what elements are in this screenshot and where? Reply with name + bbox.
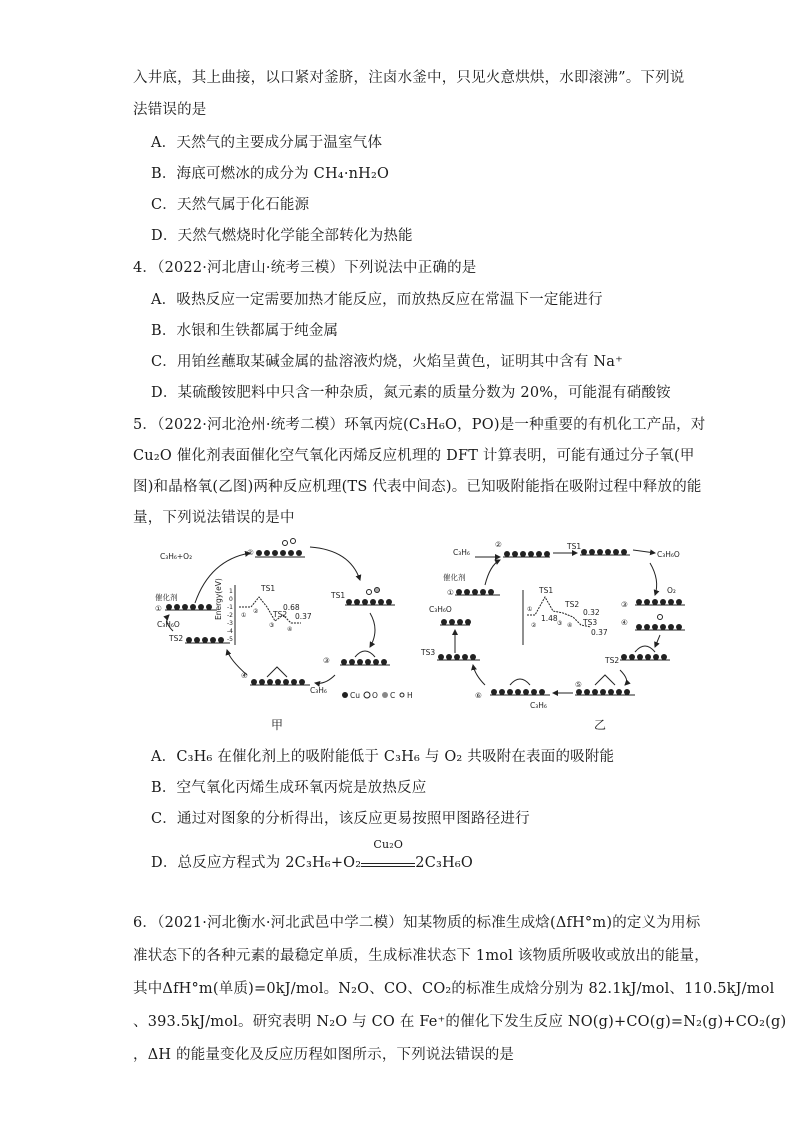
figure-left-caption: 甲 — [271, 718, 284, 732]
right-inset-value-2: 0.32 — [583, 608, 600, 617]
left-cycle — [155, 539, 413, 701]
q6-stem-line4: 、393.5kJ/mol。研究表明 N₂O 与 CO 在 Fe⁺的催化下发生反应 NO(g)+CO(g)=N₂(g)+CO₂(g) — [133, 1014, 787, 1030]
q5-stem-line2: Cu₂O 催化剂表面催化空气氧化丙烯反应机理的 DFT 计算表明，可能有通过分子氧(甲 — [133, 448, 695, 464]
q5-option-d — [151, 838, 473, 872]
left-tick-0: 1 — [229, 588, 233, 595]
catalyst-above-arrow: Cu₂O — [373, 838, 404, 851]
left-state-3: ③ — [323, 656, 330, 665]
right-inset-state-3: ③ — [557, 620, 563, 627]
q5-option-c: C．通过对图象的分析得出，该反应更易按照甲图路径进行 — [151, 811, 530, 827]
q5-option-d-prefix: D．总反应方程式为 2C₃H₆+O₂ — [151, 855, 362, 871]
left-ts2-label: TS2 — [169, 634, 184, 643]
left-product-label: C₃H₆O — [157, 620, 180, 629]
right-state-5: ⑤ — [575, 680, 582, 689]
right-ts1-label: TS1 — [567, 542, 582, 551]
legend-c: C — [390, 691, 396, 700]
right-c3h6-label: C₃H₆ — [530, 701, 547, 710]
reaction-mechanism-figure — [155, 535, 700, 735]
left-inset-ts1: TS1 — [261, 584, 276, 593]
left-inset-state-1: ① — [241, 612, 247, 619]
q3-option-c: C．天然气属于化石能源 — [151, 197, 310, 213]
right-product-label-top: C₃H₆O — [657, 550, 680, 559]
left-inset-value-1: 0.68 — [283, 603, 300, 612]
left-tick-1: 0 — [229, 596, 233, 603]
left-energy-axis-label: Energy(eV) — [214, 578, 223, 620]
right-state-4: ④ — [621, 618, 628, 627]
equation-arrow — [361, 838, 415, 867]
right-state-6: ⑥ — [475, 691, 482, 700]
right-inset-ts3: TS3 — [583, 618, 598, 627]
right-inset-value-1: 1.48 — [541, 614, 558, 623]
left-inset-state-4: ④ — [287, 626, 293, 633]
legend-cu: Cu — [350, 691, 360, 700]
right-state-2: ② — [495, 540, 502, 549]
left-state-4: ④ — [241, 671, 248, 680]
q3-stem-line2: 法错误的是 — [133, 102, 207, 118]
q4-stem: 4．（2022·河北唐山·统考三模）下列说法中正确的是 — [133, 260, 477, 276]
left-inset-state-2: ② — [253, 608, 259, 615]
q4-option-c: C．用铂丝蘸取某碱金属的盐溶液灼烧，火焰呈黄色，证明其中含有 Na⁺ — [151, 354, 623, 370]
left-tick-5: -4 — [227, 628, 233, 635]
left-reactants-label: C₃H₆+O₂ — [160, 552, 193, 561]
right-product-label-left: C₃H₆O — [429, 605, 452, 614]
q5-stem-line1: 5．（2022·河北沧州·统考二模）环氧丙烷(C₃H₆O，PO)是一种重要的有机化工产品，对 — [133, 417, 706, 433]
q5-option-a: A．C₃H₆ 在催化剂上的吸附能低于 C₃H₆ 与 O₂ 共吸附在表面的吸附能 — [151, 749, 615, 765]
left-tick-6: -5 — [227, 636, 233, 643]
right-reactant-label: C₃H₆ — [453, 548, 470, 557]
left-c3h6-label: C₃H₆ — [310, 686, 327, 695]
q3-option-a: A．天然气的主要成分属于温室气体 — [151, 135, 383, 151]
right-ts3-label: TS3 — [421, 648, 436, 657]
q4-option-a: A．吸热反应一定需要加热才能反应，而放热反应在常温下一定能进行 — [151, 292, 603, 308]
q4-option-b: B．水银和生铁都属于纯金属 — [151, 323, 339, 339]
q6-stem-line2: 准状态下的各种元素的最稳定单质，生成标准状态下 1mol 该物质所吸收或放出的能量， — [133, 948, 709, 964]
q6-stem-line5: ，ΔH 的能量变化及反应历程如图所示，下列说法错误的是 — [133, 1047, 515, 1063]
q5-option-d-product: 2C₃H₆O — [415, 855, 473, 871]
right-inset-state-4: ④ — [567, 622, 573, 629]
figure-right-caption: 乙 — [594, 718, 607, 732]
right-inset-ts1: TS1 — [539, 586, 554, 595]
left-catalyst-label: 催化剂 — [155, 593, 178, 602]
q6-stem-line1: 6．（2021·河北衡水·河北武邑中学二模）知某物质的标准生成焓(ΔfH°m)的定义为用标 — [133, 915, 701, 931]
q4-option-d: D．某硫酸铵肥料中只含一种杂质，氮元素的质量分数为 20%，可能混有硝酸铵 — [151, 385, 671, 401]
left-state-1: ① — [155, 604, 162, 613]
left-tick-4: -3 — [227, 620, 233, 627]
q3-stem-line1: 入井底，其上曲接，以口紧对釜脐，注卤水釜中，只见火意烘烘，水即滚沸”。下列说 — [133, 70, 685, 86]
left-inset-value-2: 0.37 — [295, 612, 312, 621]
right-state-3: ③ — [621, 600, 628, 609]
left-ts1-label: TS1 — [331, 591, 346, 600]
q3-option-b: B．海底可燃冰的成分为 CH₄·nH₂O — [151, 166, 390, 182]
q5-option-b: B．空气氧化丙烯生成环氧丙烷是放热反应 — [151, 780, 427, 796]
legend-h: H — [407, 691, 413, 700]
right-inset-state-1: ① — [527, 606, 533, 613]
left-tick-2: -1 — [227, 604, 233, 611]
left-inset-state-3: ③ — [269, 622, 275, 629]
q5-stem-line3: 图)和晶格氧(乙图)两种反应机理(TS 代表中间态)。已知吸附能指在吸附过程中释放的能 — [133, 479, 702, 495]
right-o2-label: O₂ — [667, 586, 676, 595]
left-tick-3: -2 — [227, 612, 233, 619]
left-inset-ts2: TS2 — [273, 610, 288, 619]
right-inset-state-2: ② — [531, 622, 537, 629]
right-ts2-label: TS2 — [605, 656, 620, 665]
right-catalyst-label: 催化剂 — [443, 573, 466, 582]
q6-stem-line3: 其中ΔfH°m(单质)=0kJ/mol。N₂O、CO、CO₂的标准生成焓分别为 82.1kJ/mol、110.5kJ/mol — [133, 981, 775, 997]
right-inset-value-3: 0.37 — [591, 628, 608, 637]
left-state-2: ② — [247, 548, 254, 557]
right-state-1: ① — [447, 588, 454, 597]
right-inset-ts2: TS2 — [565, 600, 580, 609]
q5-stem-line4: 量，下列说法错误的是中 — [133, 510, 295, 526]
q3-option-d: D．天然气燃烧时化学能全部转化为热能 — [151, 228, 413, 244]
right-cycle — [420, 540, 685, 710]
legend-o: O — [372, 691, 378, 700]
